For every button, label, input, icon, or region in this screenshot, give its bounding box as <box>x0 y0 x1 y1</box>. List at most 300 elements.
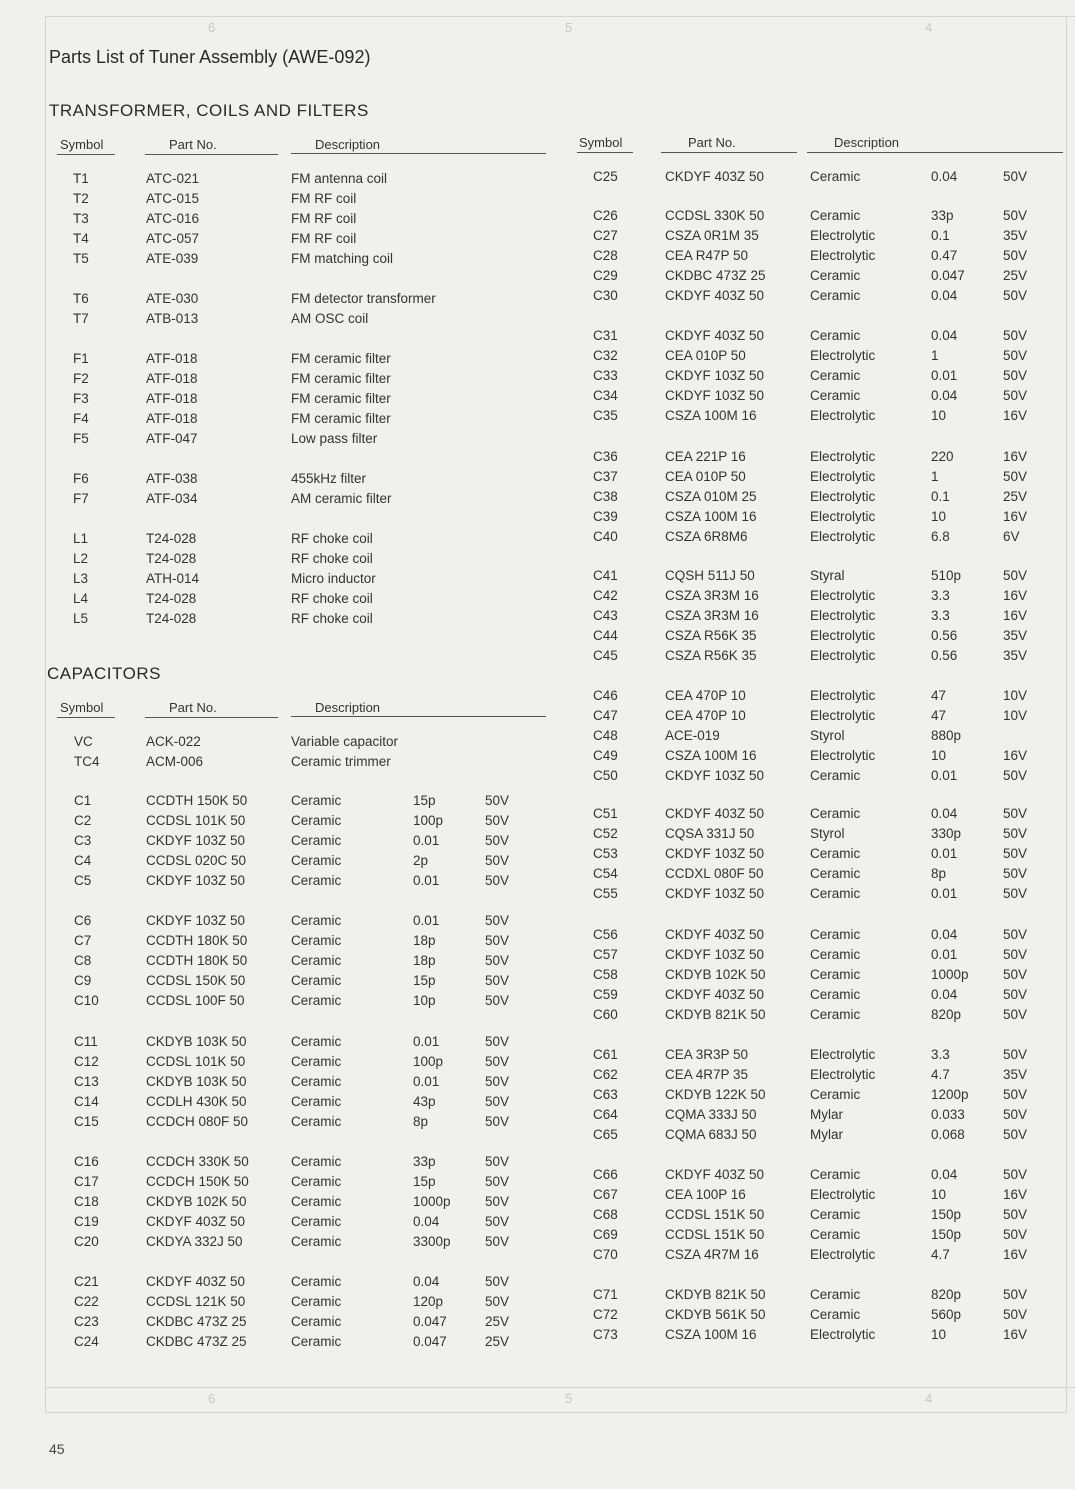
symbol-cell: C47 <box>593 708 618 723</box>
value-cell: 4.7 <box>931 1067 950 1082</box>
part-no-cell: CKDYF 403Z 50 <box>665 1167 765 1182</box>
symbol-cell: C44 <box>593 628 618 643</box>
symbol-cell: VC <box>74 734 93 749</box>
voltage-cell: 16V <box>1003 1327 1028 1342</box>
symbol-cell: C63 <box>593 1087 618 1102</box>
header-underline <box>57 154 115 155</box>
symbol-cell: L3 <box>73 571 89 586</box>
value-cell: 0.01 <box>413 913 440 928</box>
description-cell: Electrolytic <box>810 648 876 663</box>
part-no-cell: T24-028 <box>146 551 197 566</box>
symbol-cell: C53 <box>593 846 618 861</box>
voltage-cell: 50V <box>1003 967 1028 982</box>
part-no-cell: ATF-018 <box>146 351 198 366</box>
value-cell: 0.04 <box>931 388 958 403</box>
column-header-description: Description <box>834 135 900 150</box>
voltage-cell: 50V <box>485 1034 510 1049</box>
voltage-cell: 35V <box>1003 628 1028 643</box>
description-cell: Electrolytic <box>810 708 876 723</box>
description-cell: FM matching coil <box>291 251 394 266</box>
voltage-cell: 50V <box>1003 348 1028 363</box>
symbol-cell: F7 <box>73 491 89 506</box>
part-no-cell: CKDYB 821K 50 <box>665 1007 766 1022</box>
voltage-cell: 50V <box>485 1294 510 1309</box>
description-cell: Electrolytic <box>810 248 876 263</box>
frame-mark: 5 <box>565 20 573 35</box>
part-no-cell: ATH-014 <box>146 571 200 586</box>
value-cell: 0.56 <box>931 628 958 643</box>
part-no-cell: CCDCH 150K 50 <box>146 1174 249 1189</box>
symbol-cell: C57 <box>593 947 618 962</box>
description-cell: Ceramic <box>291 1194 342 1209</box>
symbol-cell: C49 <box>593 748 618 763</box>
symbol-cell: C2 <box>74 813 92 828</box>
voltage-cell: 50V <box>485 1054 510 1069</box>
description-cell: AM ceramic filter <box>291 491 392 506</box>
description-cell: Ceramic <box>810 368 861 383</box>
value-cell: 100p <box>413 813 444 828</box>
voltage-cell: 50V <box>1003 866 1028 881</box>
value-cell: 10 <box>931 1327 947 1342</box>
description-cell: Electrolytic <box>810 628 876 643</box>
symbol-cell: C64 <box>593 1107 618 1122</box>
part-no-cell: CCDCH 330K 50 <box>146 1154 249 1169</box>
description-cell: Ceramic <box>291 1054 342 1069</box>
part-no-cell: CKDYF 103Z 50 <box>665 768 765 783</box>
voltage-cell: 16V <box>1003 509 1028 524</box>
symbol-cell: C12 <box>74 1054 99 1069</box>
value-cell: 0.04 <box>931 1167 958 1182</box>
description-cell: Ceramic <box>291 1274 342 1289</box>
column-header-symbol: Symbol <box>60 700 104 715</box>
value-cell: 0.04 <box>413 1274 440 1289</box>
part-no-cell: CKDYF 403Z 50 <box>665 328 765 343</box>
voltage-cell: 50V <box>1003 1307 1028 1322</box>
voltage-cell: 10V <box>1003 688 1028 703</box>
part-no-cell: CKDYF 403Z 50 <box>665 806 765 821</box>
voltage-cell: 50V <box>485 1114 510 1129</box>
description-cell: Ceramic <box>291 1154 342 1169</box>
part-no-cell: CKDYB 103K 50 <box>146 1074 247 1089</box>
description-cell: Styral <box>810 568 845 583</box>
description-cell: FM RF coil <box>291 231 357 246</box>
voltage-cell: 50V <box>485 833 510 848</box>
symbol-cell: C39 <box>593 509 618 524</box>
symbol-cell: C73 <box>593 1327 618 1342</box>
description-cell: FM ceramic filter <box>291 371 391 386</box>
description-cell: Ceramic <box>291 1314 342 1329</box>
voltage-cell: 50V <box>1003 1167 1028 1182</box>
value-cell: 560p <box>931 1307 962 1322</box>
description-cell: Low pass filter <box>291 431 378 446</box>
description-cell: Electrolytic <box>810 688 876 703</box>
value-cell: 47 <box>931 688 947 703</box>
voltage-cell: 35V <box>1003 648 1028 663</box>
value-cell: 0.04 <box>931 987 958 1002</box>
symbol-cell: C66 <box>593 1167 618 1182</box>
symbol-cell: L5 <box>73 611 89 626</box>
description-cell: Ceramic <box>810 1167 861 1182</box>
value-cell: 8p <box>413 1114 429 1129</box>
description-cell: AM OSC coil <box>291 311 369 326</box>
symbol-cell: L4 <box>73 591 89 606</box>
voltage-cell: 50V <box>1003 806 1028 821</box>
value-cell: 1 <box>931 348 939 363</box>
voltage-cell: 50V <box>1003 1087 1028 1102</box>
value-cell: 220 <box>931 449 954 464</box>
voltage-cell: 50V <box>485 853 510 868</box>
description-cell: Electrolytic <box>810 588 876 603</box>
part-no-cell: ACM-006 <box>146 754 204 769</box>
symbol-cell: T6 <box>73 291 89 306</box>
description-cell: Electrolytic <box>810 489 876 504</box>
description-cell: 455kHz filter <box>291 471 367 486</box>
description-cell: Electrolytic <box>810 469 876 484</box>
description-cell: Electrolytic <box>810 1327 876 1342</box>
value-cell: 1 <box>931 469 939 484</box>
description-cell: FM antenna coil <box>291 171 388 186</box>
value-cell: 1200p <box>931 1087 969 1102</box>
part-no-cell: CKDYB 122K 50 <box>665 1087 766 1102</box>
symbol-cell: T4 <box>73 231 89 246</box>
symbol-cell: C65 <box>593 1127 618 1142</box>
symbol-cell: C32 <box>593 348 618 363</box>
frame-top-border <box>45 0 1075 17</box>
voltage-cell: 50V <box>1003 568 1028 583</box>
description-cell: Ceramic <box>291 1234 342 1249</box>
symbol-cell: C50 <box>593 768 618 783</box>
description-cell: Electrolytic <box>810 529 876 544</box>
description-cell: Electrolytic <box>810 509 876 524</box>
description-cell: Ceramic <box>810 268 861 283</box>
symbol-cell: C24 <box>74 1334 99 1349</box>
description-cell: Ceramic <box>291 873 342 888</box>
symbol-cell: C20 <box>74 1234 99 1249</box>
symbol-cell: C19 <box>74 1214 99 1229</box>
header-underline <box>807 152 1063 153</box>
description-cell: FM RF coil <box>291 191 357 206</box>
column-header-description: Description <box>315 137 381 152</box>
symbol-cell: C43 <box>593 608 618 623</box>
value-cell: 0.1 <box>931 228 950 243</box>
part-no-cell: CSZA 010M 25 <box>665 489 757 504</box>
part-no-cell: CKDYF 403Z 50 <box>665 288 765 303</box>
description-cell: Electrolytic <box>810 1247 876 1262</box>
description-cell: Ceramic <box>810 169 861 184</box>
value-cell: 0.01 <box>413 1034 440 1049</box>
part-no-cell: CKDYF 103Z 50 <box>665 846 765 861</box>
part-no-cell: ATF-018 <box>146 391 198 406</box>
description-cell: Ceramic trimmer <box>291 754 391 769</box>
part-no-cell: ACK-022 <box>146 734 201 749</box>
voltage-cell: 50V <box>485 913 510 928</box>
description-cell: Styrol <box>810 826 845 841</box>
column-header-part-no: Part No. <box>169 700 217 715</box>
value-cell: 0.01 <box>931 768 958 783</box>
part-no-cell: ATF-047 <box>146 431 198 446</box>
part-no-cell: ATC-057 <box>146 231 200 246</box>
part-no-cell: CKDYF 103Z 50 <box>665 388 765 403</box>
description-cell: RF choke coil <box>291 591 373 606</box>
description-cell: Ceramic <box>291 813 342 828</box>
symbol-cell: C56 <box>593 927 618 942</box>
part-no-cell: CQSH 511J 50 <box>665 568 755 583</box>
voltage-cell: 35V <box>1003 228 1028 243</box>
description-cell: Ceramic <box>810 288 861 303</box>
value-cell: 510p <box>931 568 962 583</box>
value-cell: 0.047 <box>931 268 965 283</box>
part-no-cell: CSZA 3R3M 16 <box>665 588 759 603</box>
voltage-cell: 50V <box>1003 368 1028 383</box>
description-cell: Ceramic <box>291 973 342 988</box>
description-cell: Ceramic <box>810 388 861 403</box>
symbol-cell: C21 <box>74 1274 99 1289</box>
symbol-cell: F4 <box>73 411 89 426</box>
part-no-cell: ATF-038 <box>146 471 198 486</box>
symbol-cell: L1 <box>73 531 89 546</box>
part-no-cell: CKDYF 403Z 50 <box>665 987 765 1002</box>
symbol-cell: T2 <box>73 191 89 206</box>
part-no-cell: ATC-015 <box>146 191 200 206</box>
part-no-cell: CSZA 0R1M 35 <box>665 228 759 243</box>
description-cell: Ceramic <box>291 1174 342 1189</box>
part-no-cell: CKDYF 103Z 50 <box>665 368 765 383</box>
symbol-cell: F5 <box>73 431 89 446</box>
value-cell: 0.047 <box>413 1334 447 1349</box>
voltage-cell: 10V <box>1003 708 1028 723</box>
part-no-cell: CKDYF 103Z 50 <box>146 913 246 928</box>
part-no-cell: CCDSL 151K 50 <box>665 1227 765 1242</box>
symbol-cell: C16 <box>74 1154 99 1169</box>
description-cell: Ceramic <box>291 1214 342 1229</box>
value-cell: 0.01 <box>931 886 958 901</box>
value-cell: 0.1 <box>931 489 950 504</box>
symbol-cell: F2 <box>73 371 89 386</box>
voltage-cell: 25V <box>485 1314 510 1329</box>
part-no-cell: ATE-030 <box>146 291 199 306</box>
description-cell: Ceramic <box>810 987 861 1002</box>
description-cell: Electrolytic <box>810 1047 876 1062</box>
column-header-symbol: Symbol <box>579 135 623 150</box>
symbol-cell: C68 <box>593 1207 618 1222</box>
description-cell: Ceramic <box>810 846 861 861</box>
part-no-cell: CEA 221P 16 <box>665 449 746 464</box>
part-no-cell: CKDBC 473Z 25 <box>146 1334 247 1349</box>
voltage-cell: 50V <box>485 973 510 988</box>
part-no-cell: T24-028 <box>146 611 197 626</box>
symbol-cell: C46 <box>593 688 618 703</box>
value-cell: 3.3 <box>931 608 950 623</box>
voltage-cell: 50V <box>1003 826 1028 841</box>
description-cell: Ceramic <box>291 1114 342 1129</box>
voltage-cell: 50V <box>485 1094 510 1109</box>
symbol-cell: C30 <box>593 288 618 303</box>
symbol-cell: C61 <box>593 1047 618 1062</box>
voltage-cell: 50V <box>1003 768 1028 783</box>
voltage-cell: 50V <box>485 1074 510 1089</box>
symbol-cell: C7 <box>74 933 92 948</box>
part-no-cell: CKDYF 103Z 50 <box>146 873 246 888</box>
description-cell: Ceramic <box>291 1334 342 1349</box>
voltage-cell: 50V <box>1003 987 1028 1002</box>
symbol-cell: C28 <box>593 248 618 263</box>
voltage-cell: 50V <box>485 953 510 968</box>
voltage-cell: 50V <box>485 1214 510 1229</box>
part-no-cell: CCDTH 180K 50 <box>146 953 248 968</box>
part-no-cell: CKDYF 103Z 50 <box>665 886 765 901</box>
symbol-cell: C52 <box>593 826 618 841</box>
value-cell: 10 <box>931 408 947 423</box>
description-cell: RF choke coil <box>291 551 373 566</box>
symbol-cell: C69 <box>593 1227 618 1242</box>
voltage-cell: 25V <box>485 1334 510 1349</box>
value-cell: 330p <box>931 826 962 841</box>
part-no-cell: CQMA 333J 50 <box>665 1107 757 1122</box>
part-no-cell: CKDYF 403Z 50 <box>665 169 765 184</box>
header-underline <box>291 716 546 717</box>
value-cell: 3.3 <box>931 588 950 603</box>
value-cell: 6.8 <box>931 529 950 544</box>
voltage-cell: 50V <box>485 813 510 828</box>
description-cell: Mylar <box>810 1107 843 1122</box>
symbol-cell: T1 <box>73 171 89 186</box>
symbol-cell: F3 <box>73 391 89 406</box>
voltage-cell: 50V <box>1003 1287 1028 1302</box>
part-no-cell: CCDTH 180K 50 <box>146 933 248 948</box>
voltage-cell: 50V <box>1003 388 1028 403</box>
part-no-cell: CSZA R56K 35 <box>665 628 757 643</box>
voltage-cell: 50V <box>1003 846 1028 861</box>
voltage-cell: 50V <box>485 933 510 948</box>
part-no-cell: CCDSL 121K 50 <box>146 1294 246 1309</box>
voltage-cell: 16V <box>1003 1187 1028 1202</box>
part-no-cell: CKDYB 102K 50 <box>665 967 766 982</box>
value-cell: 100p <box>413 1054 444 1069</box>
symbol-cell: F1 <box>73 351 89 366</box>
part-no-cell: CSZA 100M 16 <box>665 509 757 524</box>
part-no-cell: CKDYF 103Z 50 <box>665 947 765 962</box>
voltage-cell: 50V <box>1003 1107 1028 1122</box>
value-cell: 0.047 <box>413 1314 447 1329</box>
value-cell: 0.04 <box>413 1214 440 1229</box>
symbol-cell: C9 <box>74 973 92 988</box>
description-cell: Electrolytic <box>810 608 876 623</box>
value-cell: 0.01 <box>931 846 958 861</box>
frame-mark: 4 <box>925 20 933 35</box>
voltage-cell: 16V <box>1003 588 1028 603</box>
voltage-cell: 50V <box>1003 1047 1028 1062</box>
part-no-cell: ATC-021 <box>146 171 200 186</box>
description-cell: Ceramic <box>291 913 342 928</box>
value-cell: 8p <box>931 866 947 881</box>
voltage-cell: 50V <box>485 1194 510 1209</box>
part-no-cell: CSZA 6R8M6 <box>665 529 748 544</box>
part-no-cell: ATC-016 <box>146 211 200 226</box>
voltage-cell: 50V <box>485 1274 510 1289</box>
part-no-cell: CSZA 100M 16 <box>665 408 757 423</box>
part-no-cell: CKDBC 473Z 25 <box>146 1314 247 1329</box>
part-no-cell: ATF-034 <box>146 491 198 506</box>
description-cell: Ceramic <box>810 927 861 942</box>
description-cell: Ceramic <box>810 886 861 901</box>
description-cell: Electrolytic <box>810 748 876 763</box>
voltage-cell: 50V <box>1003 1227 1028 1242</box>
part-no-cell: CKDBC 473Z 25 <box>665 268 766 283</box>
part-no-cell: CCDSL 100F 50 <box>146 993 245 1008</box>
symbol-cell: C35 <box>593 408 618 423</box>
page-number: 45 <box>49 1441 65 1457</box>
description-cell: Ceramic <box>810 967 861 982</box>
frame-mark: 5 <box>565 1391 573 1406</box>
description-cell: Ceramic <box>810 1207 861 1222</box>
symbol-cell: C55 <box>593 886 618 901</box>
value-cell: 0.04 <box>931 328 958 343</box>
value-cell: 1000p <box>413 1194 451 1209</box>
voltage-cell: 50V <box>1003 208 1028 223</box>
value-cell: 10 <box>931 509 947 524</box>
part-no-cell: CEA 4R7P 35 <box>665 1067 749 1082</box>
symbol-cell: C15 <box>74 1114 99 1129</box>
value-cell: 0.04 <box>931 806 958 821</box>
description-cell: FM ceramic filter <box>291 411 391 426</box>
description-cell: Ceramic <box>810 1007 861 1022</box>
symbol-cell: C33 <box>593 368 618 383</box>
part-no-cell: CEA 470P 10 <box>665 708 746 723</box>
voltage-cell: 50V <box>1003 947 1028 962</box>
symbol-cell: C13 <box>74 1074 99 1089</box>
part-no-cell: CEA 010P 50 <box>665 348 746 363</box>
description-cell: Ceramic <box>810 806 861 821</box>
description-cell: Ceramic <box>291 933 342 948</box>
voltage-cell: 16V <box>1003 449 1028 464</box>
header-underline <box>145 717 278 718</box>
symbol-cell: TC4 <box>74 754 100 769</box>
part-no-cell: CEA R47P 50 <box>665 248 749 263</box>
symbol-cell: C17 <box>74 1174 99 1189</box>
value-cell: 0.56 <box>931 648 958 663</box>
part-no-cell: CSZA 4R7M 16 <box>665 1247 759 1262</box>
description-cell: Electrolytic <box>810 1187 876 1202</box>
description-cell: Ceramic <box>810 1287 861 1302</box>
description-cell: FM ceramic filter <box>291 391 391 406</box>
symbol-cell: C26 <box>593 208 618 223</box>
value-cell: 15p <box>413 973 436 988</box>
part-no-cell: ATF-018 <box>146 371 198 386</box>
value-cell: 0.04 <box>931 288 958 303</box>
voltage-cell: 50V <box>485 793 510 808</box>
symbol-cell: C38 <box>593 489 618 504</box>
column-header-part-no: Part No. <box>688 135 736 150</box>
description-cell: Ceramic <box>810 947 861 962</box>
voltage-cell: 50V <box>485 1174 510 1189</box>
description-cell: Electrolytic <box>810 449 876 464</box>
voltage-cell: 50V <box>1003 469 1028 484</box>
part-no-cell: CCDXL 080F 50 <box>665 866 764 881</box>
part-no-cell: T24-028 <box>146 531 197 546</box>
symbol-cell: C22 <box>74 1294 99 1309</box>
voltage-cell: 50V <box>485 1154 510 1169</box>
part-no-cell: CCDTH 150K 50 <box>146 793 248 808</box>
symbol-cell: C60 <box>593 1007 618 1022</box>
description-cell: Ceramic <box>810 208 861 223</box>
symbol-cell: C14 <box>74 1094 99 1109</box>
value-cell: 3300p <box>413 1234 451 1249</box>
header-underline <box>577 152 633 153</box>
symbol-cell: C23 <box>74 1314 99 1329</box>
description-cell: Ceramic <box>291 993 342 1008</box>
value-cell: 15p <box>413 793 436 808</box>
part-no-cell: CKDYF 403Z 50 <box>665 927 765 942</box>
